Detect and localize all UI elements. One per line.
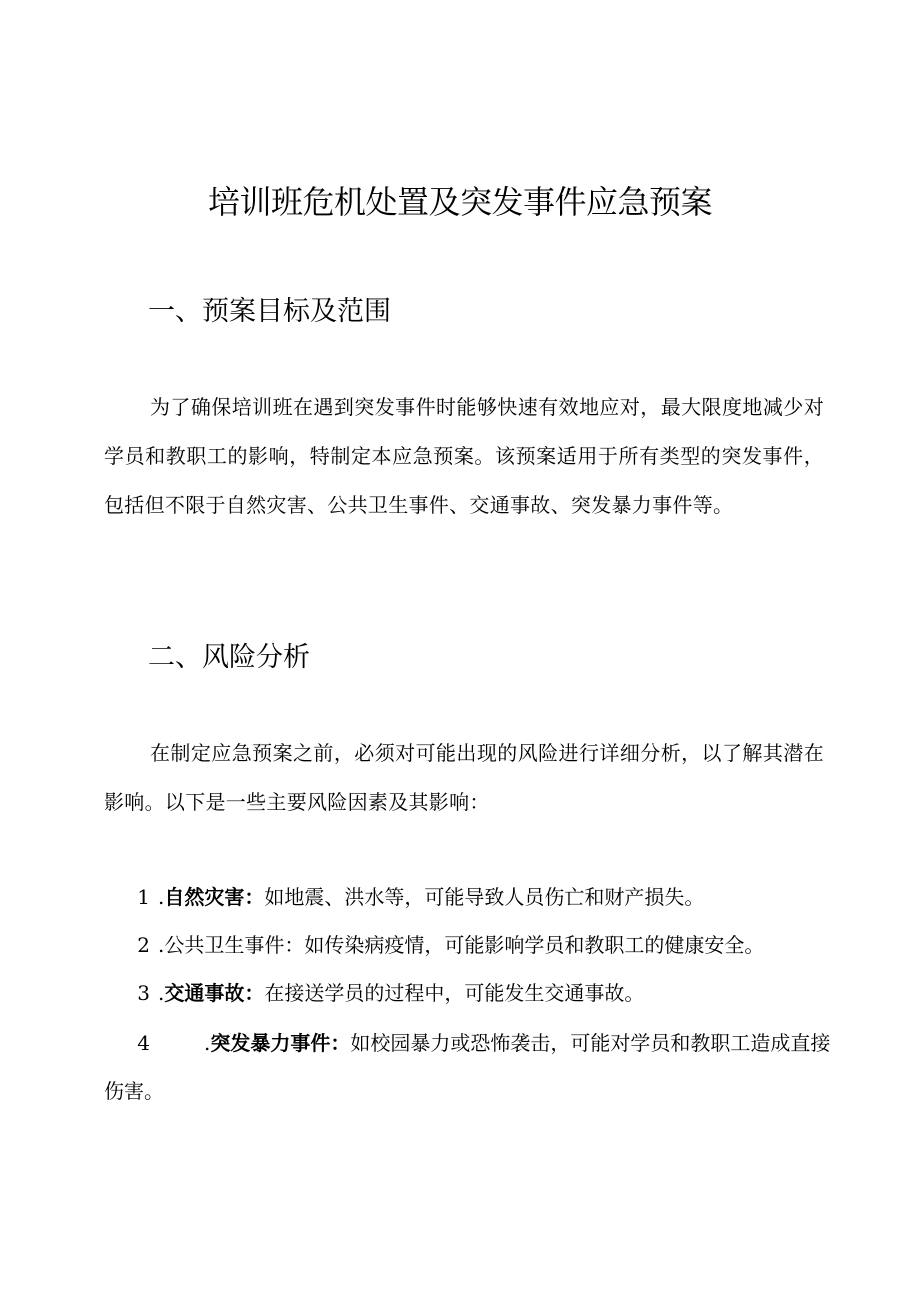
list-item-term: 自然灾害： <box>164 885 265 909</box>
risk-list-item-violence <box>104 1019 834 1115</box>
section-paragraph-risk-analysis: 在制定应急预案之前，必须对可能出现的风险进行详细分析，以了解其潜在影响。以下是一些主要风险因素及其影响： <box>104 741 824 814</box>
risk-list-item-traffic-accident <box>104 969 834 1017</box>
list-item-separator: . <box>158 981 165 1005</box>
list-item-text: 在接送学员的过程中，可能发生交通事故。 <box>264 981 645 1005</box>
risk-list-item-natural-disaster <box>104 873 834 921</box>
list-item-number: 1 <box>137 885 150 909</box>
list-item-separator: . <box>158 885 165 909</box>
list-item-number: 4 <box>137 1031 150 1055</box>
list-item-number: 2 <box>137 933 150 957</box>
list-item-separator: . <box>158 933 165 957</box>
document-title: 培训班危机处置及突发事件应急预案 <box>207 183 712 221</box>
section-heading-risk-analysis: 二、风险分析 <box>148 642 310 673</box>
section-heading-goals-scope: 一、预案目标及范围 <box>148 296 391 327</box>
section-paragraph-goals-scope: 为了确保培训班在遇到突发事件时能够快速有效地应对，最大限度地减少对学员和教职工的影响，特制定本应急预案。该预案适用于所有类型的突发事件，包括但不限于自然灾害、公共卫生事件、交通事故、突发暴力事件等。 <box>104 395 824 517</box>
list-item-separator: . <box>204 1031 211 1055</box>
risk-list-item-public-health <box>104 921 834 969</box>
list-item-term: 公共卫生事件： <box>164 933 305 957</box>
list-item-term: 突发暴力事件： <box>210 1031 351 1055</box>
list-item-number: 3 <box>137 981 150 1005</box>
list-item-text: 如校园暴力或恐怖袭击，可能对学员和教职工造成直接伤害。 <box>104 1031 831 1103</box>
list-item-text: 如地震、洪水等，可能导致人员伤亡和财产损失。 <box>264 885 705 909</box>
list-item-text: 如传染病疫情，可能影响学员和教职工的健康安全。 <box>304 933 765 957</box>
list-item-term: 交通事故： <box>164 981 265 1005</box>
